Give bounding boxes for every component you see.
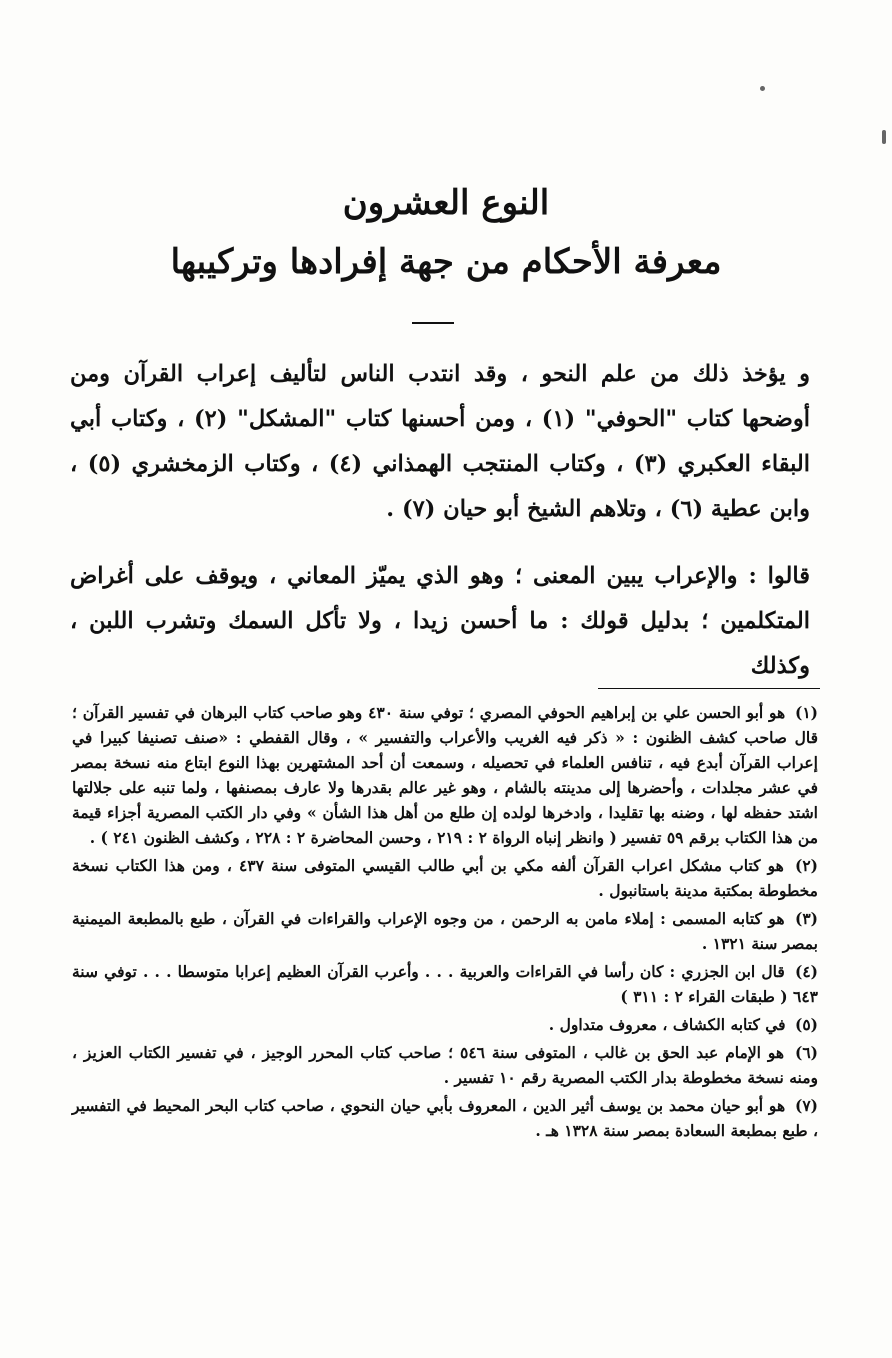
footnote [72,1093,818,1143]
footnote-number: (١) [794,703,818,722]
print-speck [882,130,886,144]
title-divider [412,322,454,324]
chapter-number: النوع العشرون [342,183,550,223]
footnote-text: هو كتابه المسمى : إملاء مامن به الرحمن ، من وجوه الإعراب والقراءات في القرآن ، طبع بالمطبعة الميمنية بمصر سنة ١٣٢١ . [72,909,818,953]
footnote [72,853,818,903]
chapter-title: معرفة الأحكام من جهة إفرادها وتركيبها [170,242,722,282]
footnote-text: قال ابن الجزري : كان رأسا في القراءات والعربية . . . وأعرب القرآن العظيم إعرابا متوسطا . . . توفي سنة ٦٤٣ ( طبقات القراء ٢ : ٣١١ ) [72,962,818,1006]
footnote [72,1012,818,1037]
footnote [72,700,818,850]
footnote [72,1040,818,1090]
footnote-number: (٢) [794,856,818,875]
main-text [70,352,810,689]
footnote-number: (٣) [794,909,818,928]
footnote-separator [598,688,820,689]
footnote-number: (٤) [794,962,818,981]
footnote-number: (٦) [794,1043,818,1062]
footnote-text: هو أبو حيان محمد بن يوسف أثير الدين ، المعروف بأبي حيان النحوي ، صاحب كتاب البحر المحيط في التفسير ، طبع بمطبعة السعادة بمصر سنة ١٣٢٨ هـ . [72,1096,818,1140]
footnote [72,959,818,1009]
chapter-header [0,178,892,290]
footnote [72,906,818,956]
footnotes [72,700,818,1146]
footnote-text: هو الإمام عبد الحق بن غالب ، المتوفى سنة ٥٤٦ ؛ صاحب كتاب المحرر الوجيز ، في تفسير الكتاب العزيز ، ومنه نسخة مخطوطة بدار الكتب المصرية رقم ١٠ تفسير . [72,1043,818,1087]
paragraph: قالوا : والإعراب يبين المعنى ؛ وهو الذي يميّز المعاني ، ويوقف على أغراض المتكلمين ؛ بدليل قولك : ما أحسن زيدا ، ولا تأكل السمك وتشرب اللبن ، وكذلك [70,563,810,679]
footnote-number: (٥) [794,1015,818,1034]
print-speck [760,86,765,91]
footnote-number: (٧) [794,1096,818,1115]
paragraph: و يؤخذ ذلك من علم النحو ، وقد انتدب الناس لتأليف إعراب القرآن ومن أوضحها كتاب "الحوفي" (١) ، ومن أحسنها كتاب "المشكل" (٢) ، وكتاب أبي البقاء العكبري (٣) ، وكتاب المنتجب الهمذاني (٤) ، وكتاب الزمخشري (٥) ، وابن عطية (٦) ، وتلاهم الشيخ أبو حيان (٧) . [70,361,810,522]
footnote-text: هو أبو الحسن علي بن إبراهيم الحوفي المصري ؛ توفي سنة ٤٣٠ وهو صاحب كتاب البرهان في تفسير القرآن ؛ قال صاحب كشف الظنون : « ذكر فيه الغريب والأعراب والتفسير » ، وقال القفطي : «صنف تصنيفا كبيرا في إعراب القرآن أبدع فيه ، تنافس العلماء في تحصيله ، وسمعت أن أحد المشتهرين بهذا النوع ابتاع منه نسخة بمصر في عشر مجلدات ، وأحضرها إلى مدينته بالشام ، وهو غير عالم بقدرها ولا عارف بمصنفها ، ولما تنبه على جلالتها اشتد حفظه لها ، وضنه بها تقليدا ، وادخرها لولده إن طلع من أهل هذا الشأن » وفي دار الكتب المصرية أجزاء قيمة من هذا الكتاب برقم ٥٩ تفسير ( وانظر إنباه الرواة ٢ : ٢١٩ ، وحسن المحاضرة ٢ : ٢٢٨ ، وكشف الظنون ٢٤١ ) . [72,703,818,847]
footnote-text: هو كتاب مشكل اعراب القرآن ألفه مكي بن أبي طالب القيسي المتوفى سنة ٤٣٧ ، ومن هذا الكتاب نسخة مخطوطة بمكتبة مدينة باستانبول . [72,856,818,900]
footnote-text: في كتابه الكشاف ، معروف متداول . [548,1015,786,1034]
